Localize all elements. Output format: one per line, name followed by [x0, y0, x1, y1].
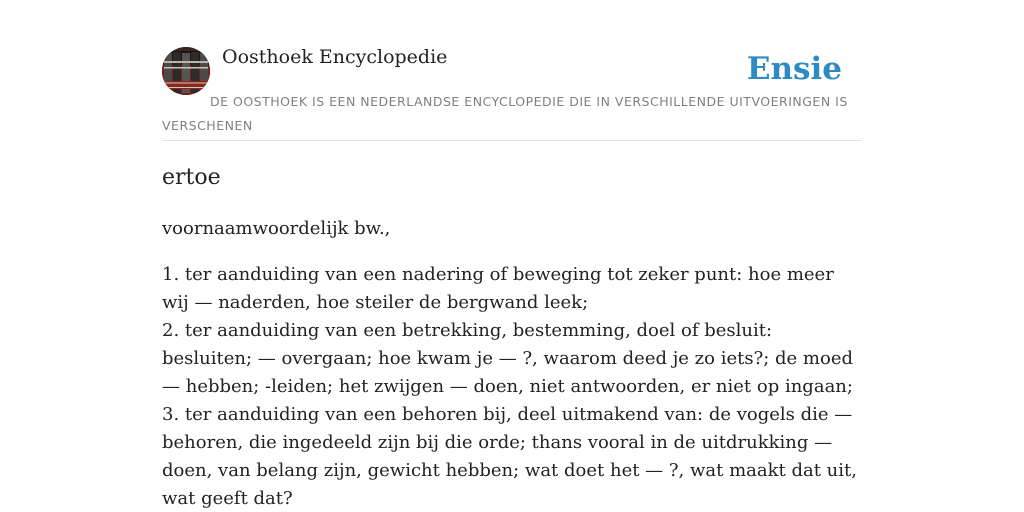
definition-item: 3. ter aanduiding van een behoren bij, deel uitmakend van: de vogels die — behoren, die ingedeeld zijn bij die orde; thans vooral in de uitdrukking — doen, van belang zijn, gewicht hebben; wat doet het — ?, wat maakt dat uit, wat geeft dat? [162, 404, 857, 509]
book-spines-icon[interactable] [162, 47, 210, 95]
part-of-speech: voornaamwoordelijk bw., [162, 218, 391, 239]
definition-list [162, 261, 862, 512]
site-title[interactable]: Oosthoek Encyclopedie [222, 46, 448, 68]
ensie-logo-link[interactable]: Ensie [746, 51, 842, 87]
site-tagline: DE OOSTHOEK IS EEN NEDERLANDSE ENCYCLOPEDIE DIE IN VERSCHILLENDE UITVOERINGEN IS VERSCHENEN [162, 94, 848, 133]
definition-item: 1. ter aanduiding van een nadering of beweging tot zeker punt: hoe meer wij — naderden, hoe steiler de bergwand leek; [162, 264, 834, 313]
definition-item: 2. ter aanduiding van een betrekking, bestemming, doel of besluit: besluiten; — overgaan; hoe kwam je — ?, waarom deed je zo iets?; de moed — hebben; -leiden; het zwijgen — doen, niet antwoorden, er niet op ingaan; [162, 320, 854, 397]
entry-content [162, 162, 862, 512]
entry-headword: ertoe [162, 165, 221, 190]
site-header [162, 44, 862, 141]
